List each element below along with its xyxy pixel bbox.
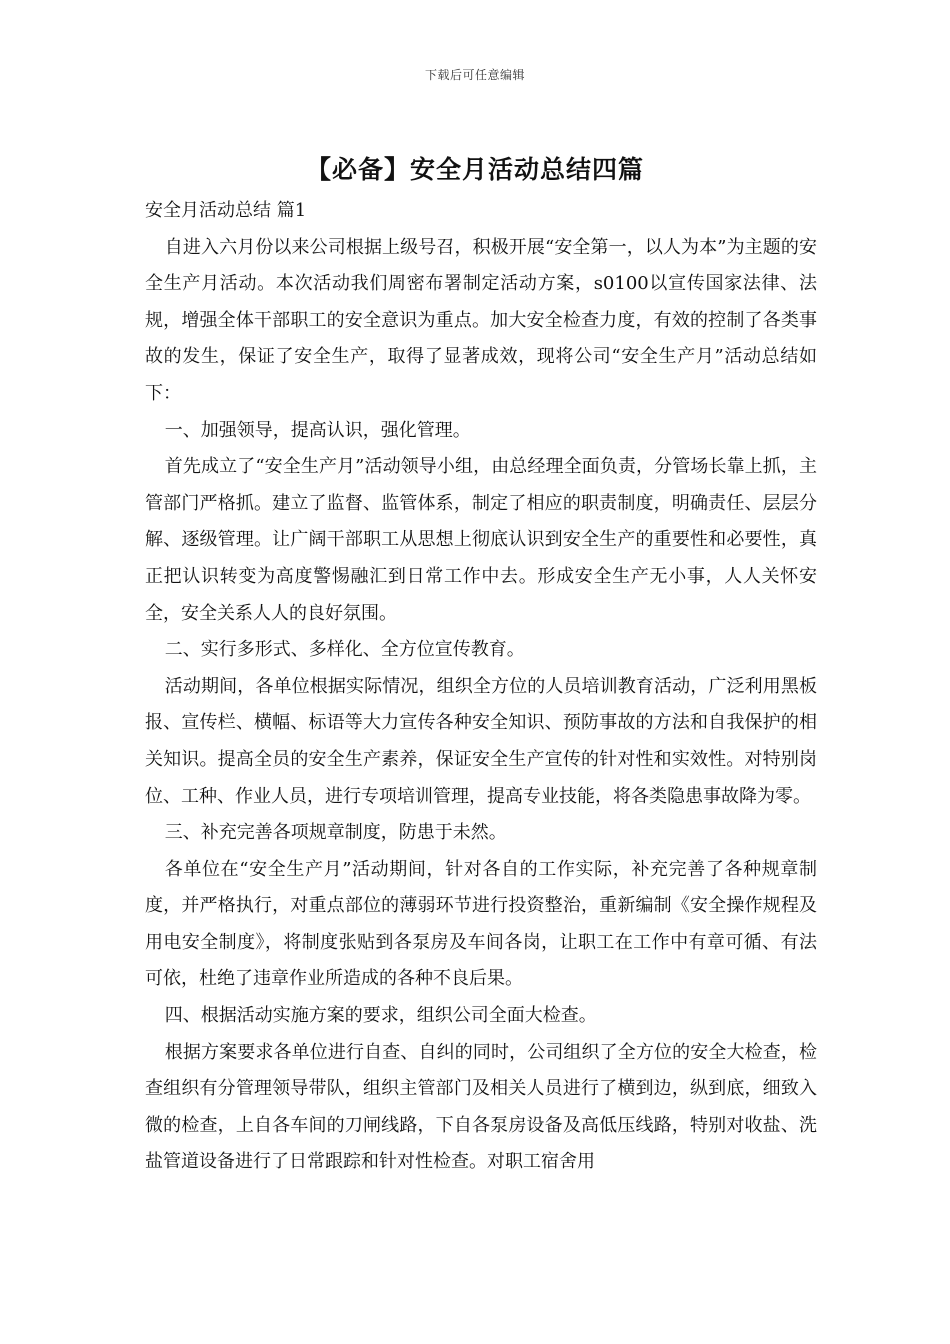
section-heading-2: 二、实行多形式、多样化、全方位宣传教育。	[164, 639, 525, 661]
document-body	[145, 193, 817, 1181]
section-heading-1: 一、加强领导，提高认识，强化管理。	[164, 419, 471, 441]
header-note: 下载后可任意编辑	[424, 68, 525, 82]
paragraph-3: 各单位在“安全生产月”活动期间，针对各自的工作实际，补充完善了各种规章制度，并严格执行，对重点部位的薄弱环节进行投资整治，重新编制《安全操作规程及用电安全制度》，将制度张贴到各泵房及车间各岗，让职工在工作中有章可循、有法可依，杜绝了违章作业所造成的各种不良后果。	[145, 858, 817, 990]
paragraph-2: 活动期间，各单位根据实际情况，组织全方位的人员培训教育活动，广泛利用黑板报、宣传栏、横幅、标语等大力宣传各种安全知识、预防事故的方法和自我保护的相关知识。提高全员的安全生产素养，保证安全生产宣传的针对性和实效性。对特别岗位、工种、作业人员，进行专项培训管理，提高专业技能，将各类隐患事故降为零。	[145, 675, 817, 807]
section-subtitle: 安全月活动总结 篇1	[145, 200, 307, 221]
paragraph-4: 根据方案要求各单位进行自查、自纠的同时，公司组织了全方位的安全大检查，检查组织有分管理领导带队，组织主管部门及相关人员进行了横到边，纵到底，细致入微的检查，上自各车间的刀闸线路，下自各泵房设备及高低压线路，特别对收盐、洗盐管道设备进行了日常跟踪和针对性检查。对职工宿舍用	[145, 1041, 817, 1173]
paragraph-1: 首先成立了“安全生产月”活动领导小组，由总经理全面负责，分管场长靠上抓，主管部门严格抓。建立了监督、监管体系，制定了相应的职责制度，明确责任、层层分解、逐级管理。让广阔干部职工从思想上彻底认识到安全生产的重要性和必要性，真正把认识转变为高度警惕融汇到日常工作中去。形成安全生产无小事，人人关怀安全，安全关系人人的良好氛围。	[145, 456, 817, 624]
section-heading-4: 四、根据活动实施方案的要求，组织公司全面大检查。	[164, 1005, 597, 1027]
document-title: 【必备】安全月活动总结四篇	[305, 155, 644, 184]
paragraph-intro: 自进入六月份以来公司根据上级号召，积极开展“安全第一，以人为本”为主题的安全生产月活动。本次活动我们周密布署制定活动方案，s0100以宣传国家法律、法规，增强全体干部职工的安全意识为重点。加大安全检查力度，有效的控制了各类事故的发生，保证了安全生产，取得了显著成效，现将公司“安全生产月”活动总结如下：	[145, 236, 817, 404]
section-heading-3: 三、补充完善各项规章制度，防患于未然。	[164, 822, 507, 844]
